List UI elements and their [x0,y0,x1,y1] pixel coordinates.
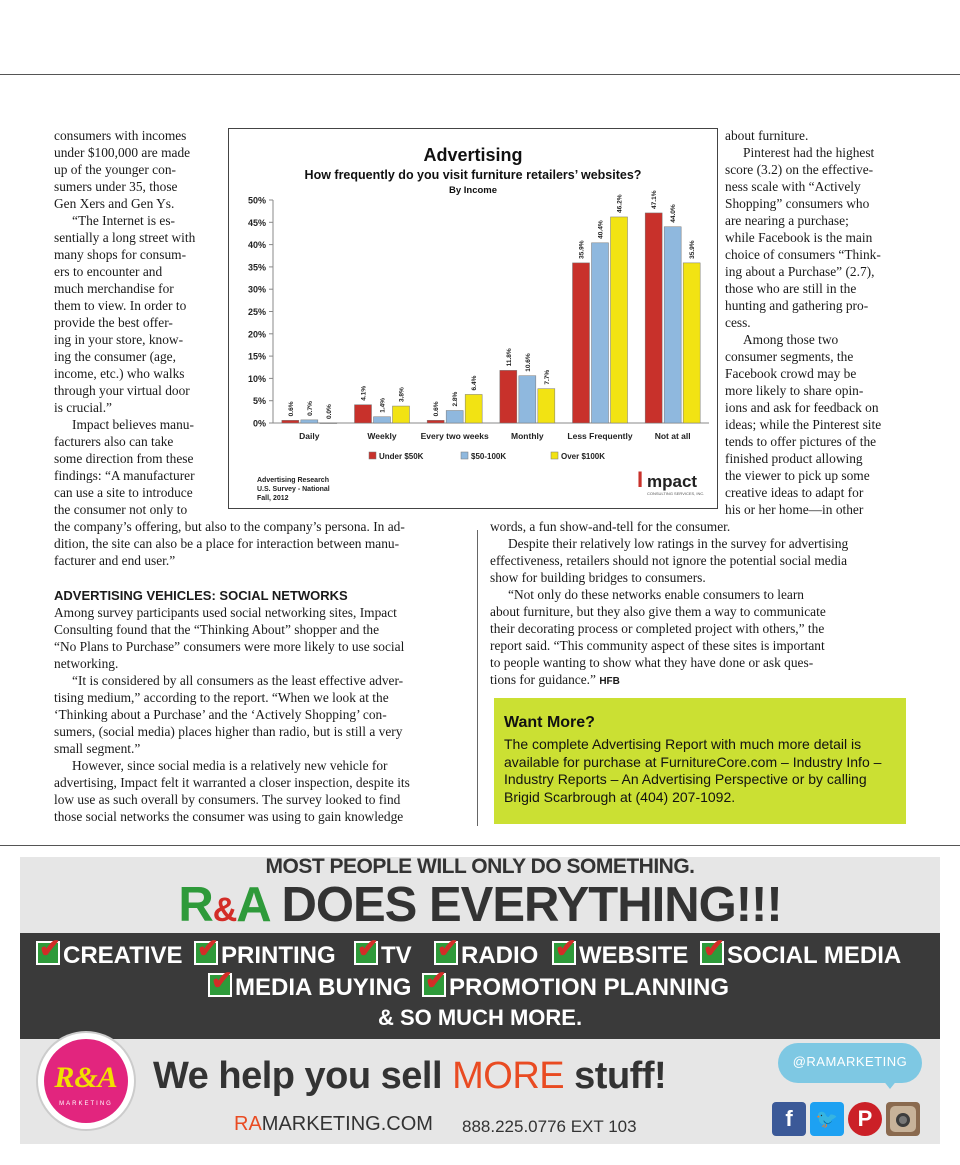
bar-value-label: 4.1% [360,385,368,401]
y-tick-label: 50% [247,195,266,206]
ad-a: A [236,878,269,932]
text-line: to people wanting to show what they have done or ask ques- [490,655,814,670]
x-tick-label: Weekly [367,431,397,441]
service-printing: ✔ PRINTING [194,941,336,970]
bar-value-label: 40.4% [597,220,605,239]
text-line: facturer and end user.” [54,553,176,568]
text-line: about furniture. [725,128,809,143]
text-line: Pinterest had the highest [743,145,875,160]
checkmark-icon [434,941,458,965]
text-line: creative ideas to adapt for [725,485,864,500]
text-line: However, since social media is a relatively new vehicle for [72,758,388,773]
text-line: Consulting found that the “Thinking About” shopper and the [54,622,380,637]
text-line: some direction from these [54,451,194,466]
text-line: cess. [725,315,751,330]
text-line: are nearing a purchase; [725,213,849,228]
bar [320,423,337,424]
service-website: ✔ WEBSITE [552,941,688,970]
checkmark-icon [552,941,576,965]
bar [592,243,609,423]
text-line: the company’s offering, but also to the company’s persona. In ad- [54,519,405,534]
service-tv: ✔ TV [354,941,412,970]
text-line: can use a site to introduce [54,485,193,500]
ad-phone: 888.225.0776 EXT 103 [462,1117,637,1136]
text-line: Shopping” consumers who [725,196,870,211]
text-line: “Not only do these networks enable consumers to learn [508,587,804,602]
text-line: much merchandise for [54,281,174,296]
checkmark-icon [194,941,218,965]
text-line: low use as such overall by consumers. The survey looked to find [54,792,401,807]
twitter-icon[interactable]: 🐦 [810,1102,844,1136]
service-media-buying: ✔MEDIA BUYING [208,973,411,1002]
text-line: Among survey participants used social networking sites, Impact [54,605,397,620]
text-line: hunting and gathering pro- [725,298,869,313]
text-line: sumers under 35, those [54,179,178,194]
chart-subtitle: How frequently do you visit furniture retailers’ websites? [304,168,642,182]
text-line: ing about a Purchase” (2.7), [725,264,875,279]
bar [519,376,536,423]
text-line: score (3.2) on the effective- [725,162,874,177]
text-line: tising medium,” according to the report. “When we look at the [54,690,389,705]
text-line: Despite their relatively low ratings in the survey for advertising [508,536,849,551]
right-wide-first-line: words, a fun show-and-tell for the consumer. [490,519,731,534]
text-line: ers to encounter and [54,264,163,279]
ad-separator-rule [0,845,960,846]
column-divider [477,530,478,826]
text-line: networking. [54,656,119,671]
bar [683,263,700,423]
text-line: Facebook crowd may be [725,366,857,381]
legend-swatch [461,452,468,459]
text-line: those social networks the consumer was using to gain knowledge [54,809,404,824]
legend-label: Under $50K [379,452,424,461]
bar [465,394,482,423]
left-column-narrow [54,127,224,518]
checkmark-icon [700,941,724,965]
text-line: tends to offer pictures of the [725,434,877,449]
section-heading: ADVERTISING VEHICLES: SOCIAL NETWORKS [54,588,348,603]
text-line: effectiveness, retailers should not ignore the potential social media [490,553,848,568]
legend-swatch [551,452,558,459]
ra-marketing-ad [20,857,940,1144]
y-tick-label: 30% [247,284,266,295]
bar [573,263,590,423]
x-tick-label: Every two weeks [420,431,489,441]
y-tick-label: 40% [247,240,266,251]
handle-bubble[interactable] [778,1043,922,1083]
text-line: findings: “A manufacturer [54,468,195,483]
y-tick-label: 15% [247,351,266,362]
text-line: ing the consumer (age, [54,349,176,364]
left-column-wide [54,518,464,569]
text-line: dition, the site can also be a place for interaction between manu- [54,536,400,551]
chart-source: Advertising Research [257,477,329,484]
text-line: ideas; while the Pinterest site [725,417,882,432]
left-column-body [54,604,469,825]
y-tick-label: 25% [247,307,266,317]
bar [393,406,410,423]
bar-value-label: 11.8% [505,348,513,367]
bar [500,370,517,423]
impact-logo-text: mpact [647,472,698,491]
text-line: ions and ask for feedback on [725,400,879,415]
text-line: them to view. In order to [54,298,187,313]
y-tick-label: 20% [247,329,266,340]
text-line: ‘Thinking about a Purchase’ and the ‘Actively Shopping’ con- [54,707,387,722]
pinterest-icon[interactable]: P [848,1102,882,1136]
text-line: more likely to share opin- [725,383,864,398]
bar [538,389,555,423]
text-line: the consumer not only to [54,502,188,517]
text-line: ing in your store, know- [54,332,184,347]
text-line: “No Plans to Purchase” consumers were more likely to use social [54,639,405,654]
y-tick-label: 45% [247,217,266,228]
chart-subtitle-2: By Income [448,185,498,196]
so-much-more: & SO MUCH MORE. [377,1005,583,1030]
text-line: sumers, (social media) places higher than radio, but is still a very [54,724,403,739]
want-more-title: Want More? [504,714,595,731]
text-line: consumers with incomes [54,128,187,143]
ad-amp: & [212,891,237,929]
text-line: Among those two [743,332,839,347]
text-line: “The Internet is es- [72,213,175,228]
text-line: consumer segments, the [725,349,854,364]
ad-line-one: MOST PEOPLE WILL ONLY DO SOMETHING. [265,855,695,878]
service-social-media: ✔ SOCIAL MEDIA [700,941,901,970]
legend-label: Over $100K [561,452,606,461]
bar-value-label: 10.6% [524,353,532,372]
chart-title: Advertising [423,145,523,165]
text-line: about furniture, but they also give them a way to communicate [490,604,826,619]
bar [446,411,463,423]
checkmark-icon [36,941,60,965]
text-line: finished product allowing [725,451,863,466]
x-tick-label: Daily [299,431,320,441]
bar-value-label: 1.4% [379,397,387,413]
checkmark-icon [354,941,378,965]
text-line: income, etc.) who walks [54,366,185,381]
chart-source: U.S. Survey - National [257,486,330,493]
closing-line: tions for guidance.” [490,672,600,687]
bar-value-label: 2.8% [452,391,460,407]
x-tick-label: Not at all [654,431,691,441]
bar [645,213,662,423]
text-line: choice of consumers “Think- [725,247,881,262]
text-line: the viewer to pick up some [725,468,870,483]
text-line: small segment.” [54,741,141,756]
want-more-box [494,698,906,824]
impact-logo-sub: CONSULTING SERVICES, INC. [647,491,705,496]
instagram-icon[interactable] [886,1102,920,1136]
text-line: provide the best offer- [54,315,173,330]
ra-logo [38,1033,134,1129]
top-rule [0,74,960,75]
ra-logo-sub: MARKETING [59,1101,113,1107]
bar-value-label: 6.4% [471,375,479,391]
bar-value-label: 0.0% [325,404,333,419]
bar [427,420,444,423]
hfb-signoff: HFB [599,676,620,687]
bar-value-label: 7.7% [543,369,551,385]
bar [355,405,372,423]
right-column-wide [490,518,910,690]
impact-logo-i: I [637,467,644,492]
service-promotion-planning: ✔ PROMOTION PLANNING [422,973,729,1002]
chart-source: Fall, 2012 [257,495,289,502]
text-line: while Facebook is the main [725,230,873,245]
bar-value-label: 0.6% [287,401,295,417]
x-tick-label: Less Frequently [567,431,633,441]
text-line: advertising, Impact felt it warranted a closer inspection, despite its [54,775,410,790]
services-band [20,933,940,1039]
bar-value-label: 35.9% [578,240,586,259]
text-line: those who are still in the [725,281,857,296]
text-line: is crucial.” [54,400,112,415]
bar-value-label: 35.9% [689,240,697,259]
bar [611,217,628,423]
facebook-icon[interactable]: f [772,1102,806,1136]
checkmark-icon [422,973,446,997]
ad-headline [20,877,940,933]
y-tick-label: 5% [252,396,266,407]
checkmark-icon [208,973,232,997]
service-radio: ✔ RADIO [434,941,538,970]
want-more-body: The complete Advertising Report with much more detail is available for purchase at FurnitureCore.com – Industry Info – Industry Reports – An Advertising Perspective or by calling Brigid Scarbrough at (404) 207-1092. [504,736,882,805]
text-line: his or her home—in other [725,502,864,517]
bar-value-label: 3.8% [398,387,406,403]
advertising-chart [228,128,718,509]
text-line: report said. “This community aspect of these sites is important [490,638,825,653]
ad-r: R [178,878,213,932]
text-line: up of the younger con- [54,162,176,177]
text-line: their decorating process or completed project with others,” the [490,621,825,636]
bar-value-label: 0.7% [306,401,314,416]
ad-headline-rest: DOES EVERYTHING!!! [268,878,782,932]
text-line: show for building bridges to consumers. [490,570,706,585]
bar [664,227,681,423]
ra-logo-text: R&A [54,1061,118,1094]
legend-swatch [369,452,376,459]
bar [301,420,318,423]
text-line: facturers also can take [54,434,174,449]
y-tick-label: 0% [252,418,266,429]
bar-value-label: 0.6% [433,401,441,417]
ra-handle: @RAMARKETING [792,1054,908,1069]
ad-tagline: We help you sell MORE stuff! [153,1055,667,1097]
y-tick-label: 10% [247,373,266,384]
text-line: many shops for consum- [54,247,187,262]
bar-value-label: 44.0% [670,204,678,223]
text-line: “It is considered by all consumers as the least effective adver- [72,673,404,688]
legend-label: $50-100K [471,452,507,461]
bar-value-label: 46.2% [616,194,624,213]
text-line: sentially a long street with [54,230,196,245]
ad-website[interactable]: RAMARKETING.COM [234,1113,433,1135]
right-column-narrow [725,127,915,518]
text-line: through your virtual door [54,383,190,398]
bar [282,420,299,423]
text-line: ness scale with “Actively [725,179,861,194]
bar [374,417,391,423]
service-creative: ✔CREATIVE [36,941,183,970]
x-tick-label: Monthly [511,431,544,441]
bar-value-label: 47.1% [651,190,659,209]
chart-svg [229,129,717,508]
y-tick-label: 35% [247,262,266,273]
text-line: under $100,000 are made [54,145,191,160]
text-line: Impact believes manu- [72,417,194,432]
text-line: Gen Xers and Gen Ys. [54,196,175,211]
